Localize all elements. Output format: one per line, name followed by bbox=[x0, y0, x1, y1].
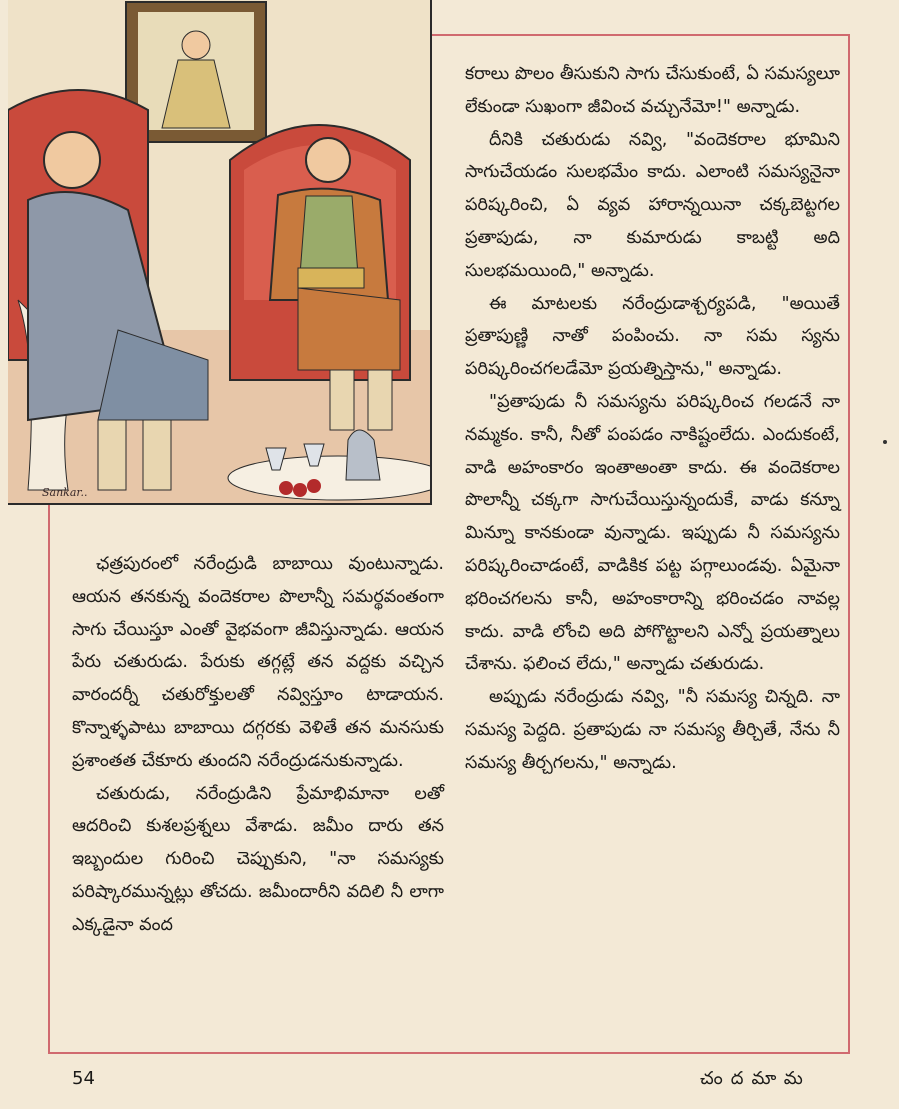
paragraph: చతురుడు, నరేంద్రుడిని ప్రేమాభిమానా లతో ఆదరించి కుశలప్రశ్నలు వేశాడు. జమీం దారు తన ఇబ్బందుల గురించి చెప్పుకుని, "నా సమస్యకు పరిష్కారమున్నట్లు తోచదు. జమీందారీని వదిలి నీ లాగా ఎక్కడైనా వంద bbox=[72, 783, 444, 935]
paragraph: కరాలు పొలం తీసుకుని సాగు చేసుకుంటే, ఏ సమస్యలూ లేకుండా సుఖంగా జీవించ వచ్చునేమో!" అన్నాడు. bbox=[465, 64, 840, 117]
illustration-drawing bbox=[8, 0, 430, 503]
text-column-left bbox=[72, 548, 444, 942]
page-number: 54 bbox=[72, 1068, 95, 1089]
paragraph: ఈ మాటలకు నరేంద్రుడాశ్చర్యపడి, "అయితే ప్రతాపుణ్ణి నాతో పంపించు. నా సమ స్యను పరిష్కరించగలడేమో ప్రయత్నిస్తాను," అన్నాడు. bbox=[465, 293, 840, 380]
illustrator-signature: Sankar.. bbox=[42, 486, 88, 499]
paragraph: అప్పుడు నరేంద్రుడు నవ్వి, "నీ సమస్య చిన్నది. నా సమస్య పెద్దది. ప్రతాపుడు నా సమస్య తీర్చితే, నేను నీ సమస్య తీర్చగలను," అన్నాడు. bbox=[465, 687, 840, 773]
paragraph: "ప్రతాపుడు నీ సమస్యను పరిష్కరించ గలడనే నా నమ్మకం. కానీ, నీతో పంపడం నాకిష్టంలేదు. ఎందుకంటే, వాడి అహంకారం ఇంతాఅంతా కాదు. ఈ వందెకరాల పొలాన్నీ చక్కగా సాగుచేయిస్తున్నందుకే, వాడు కన్నూ మిన్నూ కానకుండా వున్నాడు. ఇప్పుడు నీ సమస్యను పరిష్కరించాడంటే, వాడికిక పట్ట పగ్గాలుండవు. ఏమైనా భరించగలను కానీ, అహంకారాన్ని భరించడం నావల్ల కాదు. వాడి లోంచి అది పోగొట్టాలని ఎన్నో ప్రయత్నాలు చేశాను. ఫలించ లేదు," అన్నాడు చతురుడు. bbox=[465, 391, 840, 675]
paragraph: దీనికి చతురుడు నవ్వి, "వందెకరాల భూమిని సాగుచేయడం సులభమేం కాదు. ఎలాంటి సమస్యనైనా పరిష్కరించి, ఏ వ్యవ హారాన్నయినా చక్కబెట్టగల ప్రతాపుడు, నా కుమారుడు కాబట్టి అది సులభమయింది," అన్నాడు. bbox=[465, 129, 840, 281]
print-speck bbox=[883, 440, 887, 444]
magazine-name: చందమామ bbox=[700, 1068, 811, 1089]
text-column-right bbox=[465, 58, 840, 780]
paragraph: ఛత్రపురంలో నరేంద్రుడి బాబాయి వుంటున్నాడు. ఆయన తనకున్న వందెకరాల పొలాన్నీ సమర్థవంతంగా సాగు చేయిస్తూ ఎంతో వైభవంగా జీవిస్తున్నాడు. ఆయన పేరు చతురుడు. పేరుకు తగ్గట్లే తన వద్దకు వచ్చిన వారందర్నీ చతురోక్తులతో నవ్విస్తూం టాడాయన. కొన్నాళ్ళపాటు బాబాయి దగ్గరకు వెళితే తన మనసుకు ప్రశాంతత చేకూరు తుందని నరేంద్రుడనుకున్నాడు. bbox=[72, 554, 444, 771]
story-illustration bbox=[8, 0, 432, 505]
